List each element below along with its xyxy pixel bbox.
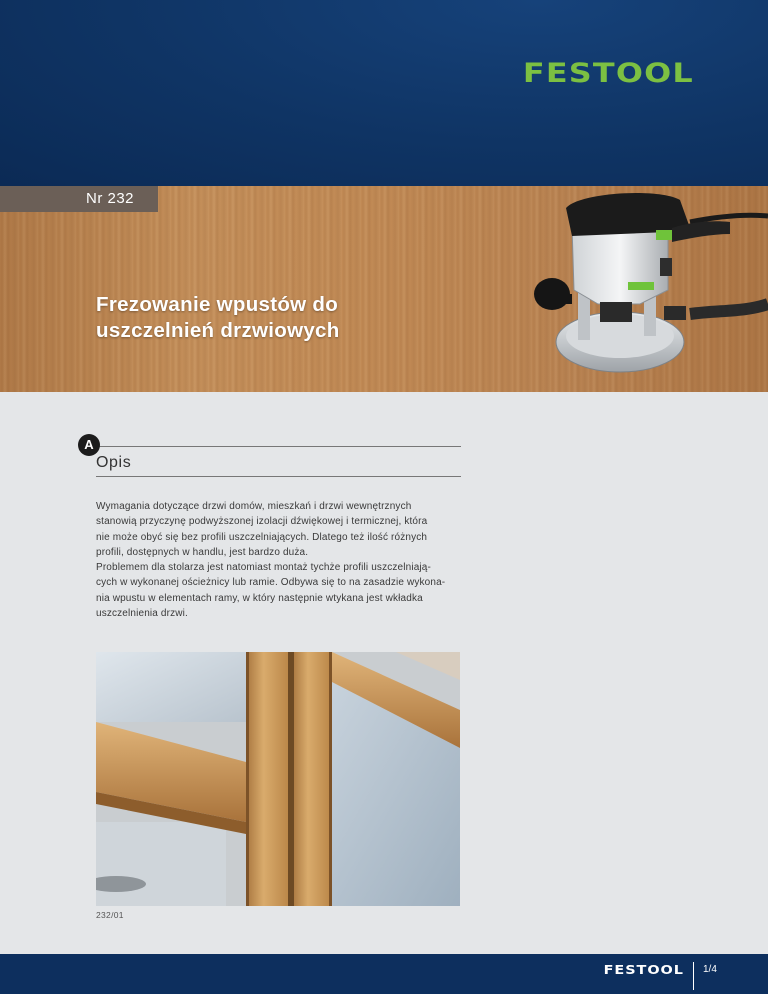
- page-number: 1/4: [703, 964, 717, 975]
- text-line: profili, dostępnych w handlu, jest bardzo duża.: [96, 546, 309, 558]
- heading-rule-top: [96, 446, 461, 447]
- router-illustration: [0, 186, 768, 392]
- paragraph-2: [96, 560, 476, 621]
- text-line: uszczelnienia drzwi.: [96, 608, 188, 620]
- paragraph-1: [96, 499, 476, 560]
- door-frame-photo: [96, 652, 460, 906]
- festool-logo: FESTOOL: [523, 58, 694, 89]
- section-title: Opis: [96, 454, 132, 471]
- text-line: cych w wykonanej ościeżnicy lub ramie. Odbywa się to na zasadzie wykona-: [96, 577, 446, 589]
- header-band: [0, 0, 768, 186]
- issue-number-badge: Nr 232: [0, 186, 158, 212]
- footer-bar: [0, 954, 768, 994]
- text-line: Wymagania dotyczące drzwi domów, mieszkań i drzwi wewnętrznych: [96, 501, 412, 512]
- footer-festool-logo: FESTOOL: [603, 963, 684, 977]
- text-line: stanowią przyczynę podwyższonej izolacji dźwiękowej i termicznej, która: [96, 516, 428, 528]
- page-title: [96, 292, 426, 344]
- text-line: nia wpustu w elementach ramy, w który następnie wtykana jest wkładka: [96, 592, 423, 604]
- footer-divider: [693, 962, 694, 990]
- title-line-2: uszczelnień drzwiowych: [96, 319, 340, 342]
- door-frame-image: [96, 652, 460, 906]
- wood-banner: [0, 186, 768, 392]
- text-line: nie może obyć się bez profili uszczelniających. Dlatego też ilość różnych: [96, 531, 428, 543]
- section-heading: [78, 432, 461, 478]
- section-letter-badge: A: [78, 434, 100, 456]
- text-line: Problemem dla stolarza jest natomiast montaż tychże profili uszczelniają-: [96, 562, 431, 574]
- description-text: [96, 499, 476, 621]
- heading-rule-bottom: [96, 476, 461, 477]
- photo-caption: 232/01: [96, 910, 124, 920]
- title-line-1: Frezowanie wpustów do: [96, 293, 339, 316]
